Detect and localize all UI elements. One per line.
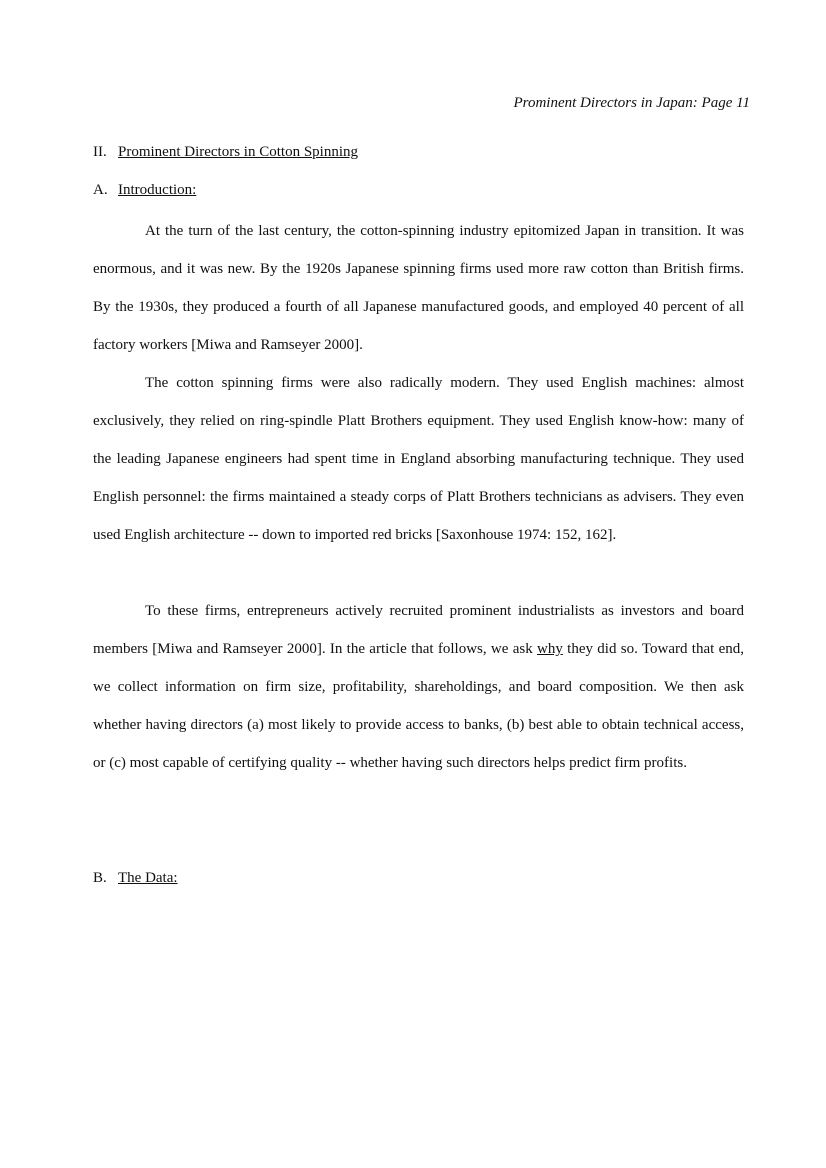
paragraph-3-part-1: To these firms, entrepreneurs actively recruited prominent industrialists as investors and board members [Miwa and Ramseyer 2000]. In the article that follows, we ask xyxy=(93,603,744,657)
running-header: Prominent Directors in Japan: Page 11 xyxy=(513,95,750,111)
section-heading xyxy=(93,144,358,161)
section-number: II. xyxy=(93,144,107,160)
paragraph-1: At the turn of the last century, the cotton-spinning industry epitomized Japan in transition. It was enormous, and it was new. By the 1920s Japanese spinning firms used more raw cotton than British firms. By the 1930s, they produced a fourth of all Japanese manufactured goods, and employed 40 percent of all factory workers [Miwa and Ramseyer 2000]. xyxy=(93,223,744,353)
paragraph-3 xyxy=(93,592,744,782)
section-title: Prominent Directors in Cotton Spinning xyxy=(118,144,358,160)
subsection-title: Introduction: xyxy=(118,182,197,198)
subsection-number: A. xyxy=(93,182,108,198)
paragraph-2: The cotton spinning firms were also radically modern. They used English machines: almost exclusively, they relied on ring-spindle Platt Brothers equipment. They used English know-how: many of the leading Japanese engineers had spent time in England absorbing manufacturing technique. They used English personnel: the firms maintained a steady corps of Platt Brothers technicians as advisers. They even used English architecture -- down to imported red bricks [Saxonhouse 1974: 152, 162]. xyxy=(93,375,744,543)
emphasis-why: why xyxy=(537,641,563,657)
subsection-heading-b xyxy=(93,870,178,887)
subsection-heading-a xyxy=(93,182,196,199)
subsection-number: B. xyxy=(93,870,107,886)
paragraph-3-part-2: they did so. Toward that end, we collect information on firm size, profitability, shareholdings, and board composition. We then ask whether having directors (a) most likely to provide access to banks, (b) best able to obtain technical access, or (c) most capable of certifying quality -- whether having such directors helps predict firm profits. xyxy=(93,641,745,771)
subsection-title: The Data: xyxy=(118,870,178,886)
